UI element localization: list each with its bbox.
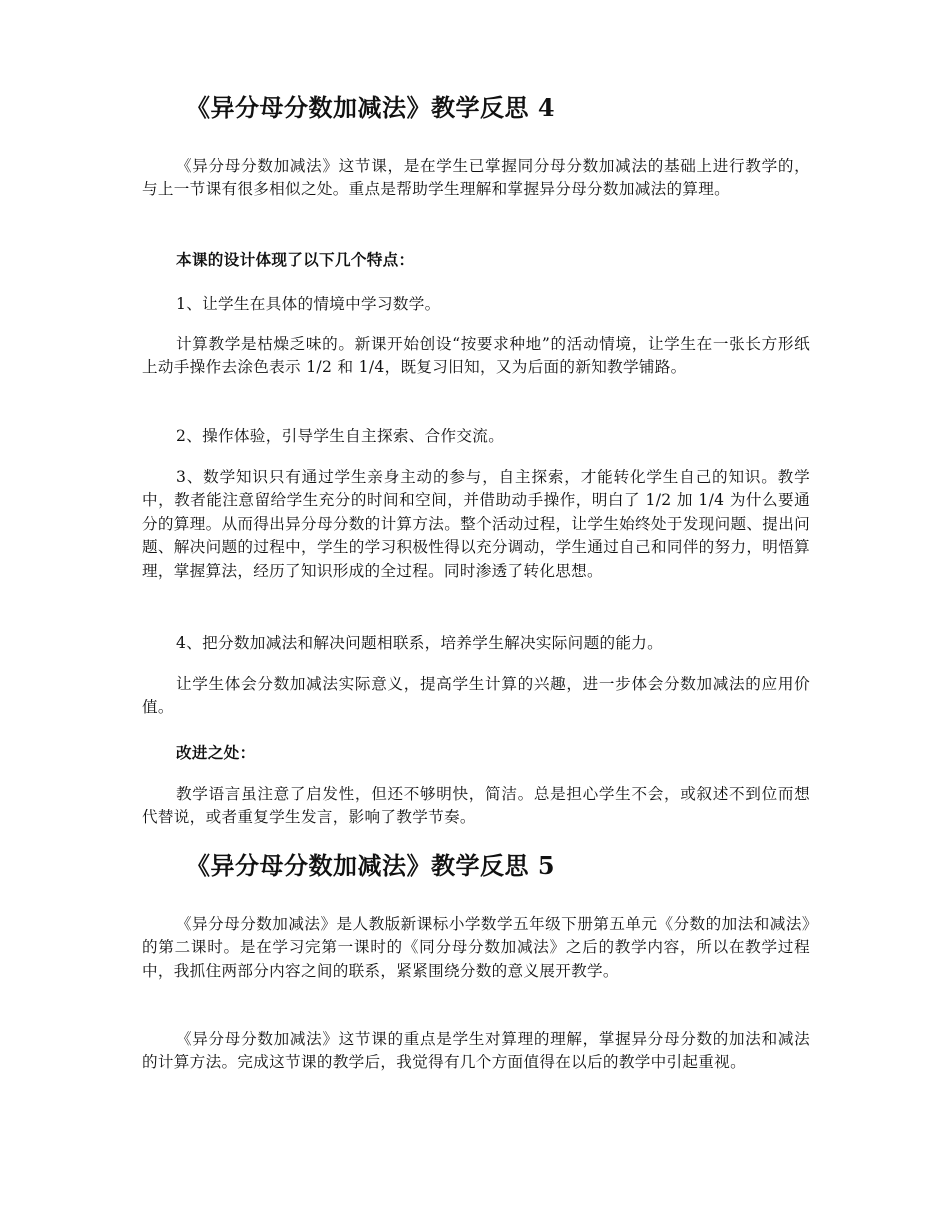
section-4-point-4: 4、把分数加减法和解决问题相联系，培养学生解决实际问题的能力。 bbox=[176, 634, 664, 652]
section-4-paragraph-situation: 计算教学是枯燥乏味的。新课开始创设“按要求种地”的活动情境，让学生在一张长方形纸上动手操作去涂色表示 1/2 和 1/4，既复习旧知，又为后面的新知教学铺路。 bbox=[142, 335, 810, 377]
section-5-title: 《异分母分数加减法》教学反思 5 bbox=[186, 851, 556, 880]
section-4-features-heading: 本课的设计体现了以下几个特点： bbox=[176, 250, 415, 269]
section-4-paragraph-application: 让学生体会分数加减法实际意义，提高学生计算的兴趣，进一步体会分数加减法的应用价值。 bbox=[142, 675, 810, 717]
section-4-title: 《异分母分数加减法》教学反思 4 bbox=[186, 93, 556, 122]
section-4-point-1: 1、让学生在具体的情境中学习数学。 bbox=[176, 295, 441, 313]
section-4-point-2: 2、操作体验，引导学生自主探索、合作交流。 bbox=[176, 427, 505, 445]
section-4-paragraph-improvement: 教学语言虽注意了启发性，但还不够明快，简洁。总是担心学生不会，或叙述不到位而想代替说，或者重复学生发言，影响了教学节奏。 bbox=[142, 785, 810, 827]
section-4-paragraph-knowledge: 3、数学知识只有通过学生亲身主动的参与，自主探索，才能转化学生自己的知识。教学中，教者能注意留给学生充分的时间和空间，并借助动手操作，明白了 1/2 加 1/4 为什么要通分的算理。从而得出异分母分数的计算方法。整个活动过程，让学生始终处于发现问题、提出问题、解决问题的过程中，学生的学习积极性得以充分调动，学生通过自己和同伴的努力，明悟算理，掌握算法，经历了知识形成的全过程。同时渗透了转化思想。 bbox=[142, 468, 810, 580]
section-4-paragraph-intro: 《异分母分数加减法》这节课，是在学生已掌握同分母分数加减法的基础上进行教学的，与上一节课有很多相似之处。重点是帮助学生理解和掌握异分母分数加减法的算理。 bbox=[142, 157, 810, 199]
section-5-paragraph-focus: 《异分母分数加减法》这节课的重点是学生对算理的理解，掌握异分母分数的加法和减法的计算方法。完成这节课的教学后，我觉得有几个方面值得在以后的教学中引起重视。 bbox=[142, 1030, 810, 1072]
section-5-paragraph-intro: 《异分母分数加减法》是人教版新课标小学数学五年级下册第五单元《分数的加法和减法》的第二课时。是在学习完第一课时的《同分母分数加减法》之后的教学内容，所以在教学过程中，我抓住两部分内容之间的联系，紧紧围绕分数的意义展开教学。 bbox=[142, 915, 810, 980]
section-4-improvement-heading: 改进之处： bbox=[176, 743, 256, 762]
